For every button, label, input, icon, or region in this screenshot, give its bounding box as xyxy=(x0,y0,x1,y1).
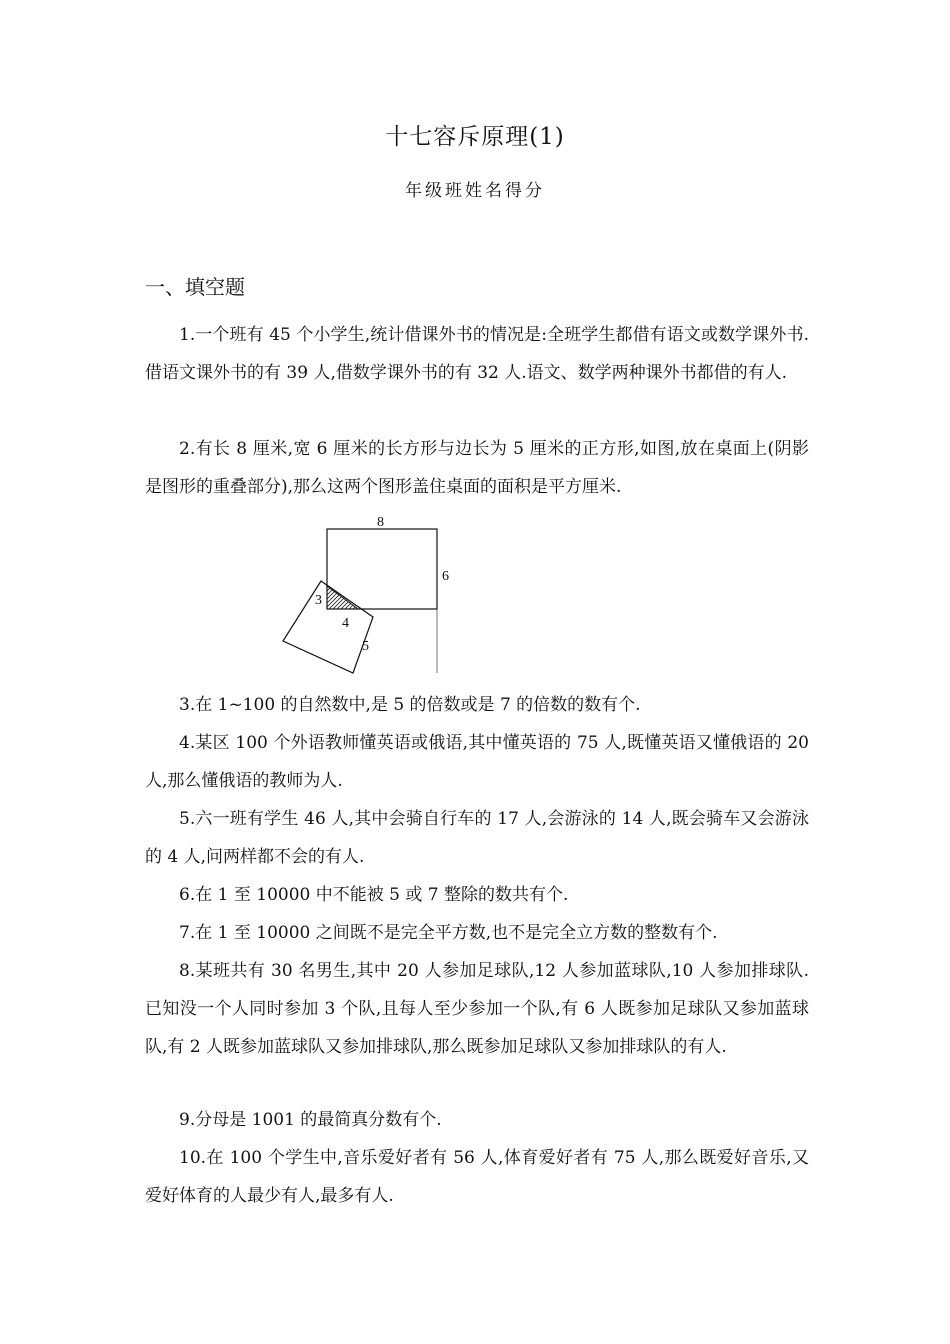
question-4: 4.某区 100 个外语教师懂英语或俄语,其中懂英语的 75 人,既懂英语又懂俄语的 20 人,那么懂俄语的教师为人. xyxy=(145,733,809,791)
question-6: 6.在 1 至 10000 中不能被 5 或 7 整除的数共有个. xyxy=(179,885,569,905)
label-3: 3 xyxy=(315,593,322,608)
label-height-6: 6 xyxy=(442,569,449,584)
question-8: 8.某班共有 30 名男生,其中 20 人参加足球队,12 人参加蓝球队,10 人参加排球队.已知没一个人同时参加 3 个队,且每人至少参加一个队,有 6 人既参加足球队又参加蓝球队,有 2 人既参加蓝球队又参加排球队,那么既参加足球队又参加排球队的有人. xyxy=(145,961,809,1057)
question-9: 9.分母是 1001 的最简真分数有个. xyxy=(179,1110,442,1130)
label-4: 4 xyxy=(342,616,349,631)
label-width-8: 8 xyxy=(377,515,384,530)
question-1: 1.一个班有 45 个小学生,统计借课外书的情况是:全班学生都借有语文或数学课外书.借语文课外书的有 39 人,借数学课外书的有 32 人.语文、数学两种课外书都借的有人. xyxy=(145,325,809,383)
question-7: 7.在 1 至 10000 之间既不是完全平方数,也不是完全立方数的整数有个. xyxy=(179,923,718,943)
question-5: 5.六一班有学生 46 人,其中会骑自行车的 17 人,会游泳的 14 人,既会骑车又会游泳的 4 人,问两样都不会的有人. xyxy=(145,809,809,867)
overlap-figure xyxy=(270,508,490,678)
question-10: 10.在 100 个学生中,音乐爱好者有 56 人,体育爱好者有 75 人,那么既爱好音乐,又爱好体育的人最少有人,最多有人. xyxy=(145,1148,809,1206)
question-3: 3.在 1~100 的自然数中,是 5 的倍数或是 7 的倍数的数有个. xyxy=(179,695,641,715)
label-5: 5 xyxy=(362,639,369,654)
overlap-shaded-region xyxy=(327,586,358,609)
question-2: 2.有长 8 厘米,宽 6 厘米的长方形与边长为 5 厘米的正方形,如图,放在桌面上(阴影是图形的重叠部分),那么这两个图形盖住桌面的面积是平方厘米. xyxy=(145,439,809,497)
page-title: 十七容斥原理(1) xyxy=(385,124,565,150)
section-heading: 一、填空题 xyxy=(145,275,245,299)
student-info-line: 年级班姓名得分 xyxy=(405,181,545,201)
